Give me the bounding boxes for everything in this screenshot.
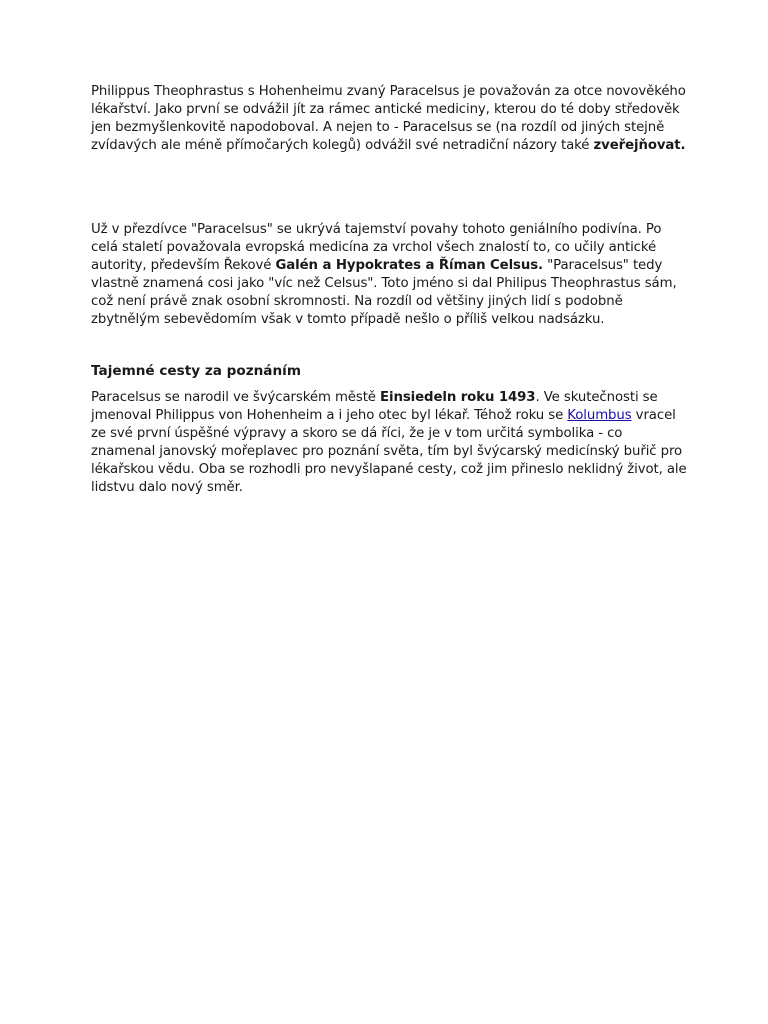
nickname-bold-names: Galén a Hypokrates a Říman Celsus. [275, 258, 543, 273]
document-page [91, 83, 687, 497]
section-heading: Tajemné cesty za poznáním [91, 363, 301, 379]
kolumbus-link[interactable]: Kolumbus [567, 408, 632, 423]
birth-text-end: vracel ze své první úspěšné výpravy a skoro se dá říci, že je v tom určitá symbolika - co znamenal janovský mořeplavec pro poznání světa, tím byl švýcarský medicínský buřič pro lékařskou vědu. Oba se rozhodli pro nevyšlapané cesty, což jim přineslo neklidný život, ale lidstvu dalo nový směr. [91, 408, 687, 495]
intro-bold-text: zveřejňovat. [593, 138, 686, 153]
birth-paragraph [91, 389, 687, 497]
birth-bold-place-year: Einsiedeln roku 1493 [380, 390, 536, 405]
birth-text-middle: . Ve skutečnosti se jmenoval Philippus von Hohenheim a i jeho otec byl lékař. Téhož roku se [91, 390, 658, 423]
birth-text-start: Paracelsus se narodil ve švýcarském městě [91, 390, 381, 405]
intro-paragraph [91, 83, 687, 155]
nickname-text-start: Už v přezdívce "Paracelsus" se ukrývá tajemství povahy tohoto geniálního podivína. Po celá staletí považovala evropská medicína za vrchol všech znalostí to, co učily antické autority, především Řekové [91, 222, 662, 273]
intro-text: Philippus Theophrastus s Hohenheimu zvaný Paracelsus je považován za otce novověkého lékařství. Jako první se odvážil jít za rámec antické mediciny, kterou do té doby středověk jen bezmyšlenkovitě napodoboval. A nejen to - Paracelsus se (na rozdíl od jiných stejně zvídavých ale méně přímočarých kolegů) odvážil své netradiční názory také [91, 84, 686, 153]
nickname-paragraph [91, 221, 687, 329]
nickname-text-end: "Paracelsus" tedy vlastně znamená cosi jako "víc než Celsus". Toto jméno si dal Philipus Theophrastus sám, což není právě znak osobní skromnosti. Na rozdíl od většiny jiných lidí s podobně zbytnělým sebevědomím však v tomto případě nešlo o příliš velkou nadsázku. [91, 258, 677, 327]
